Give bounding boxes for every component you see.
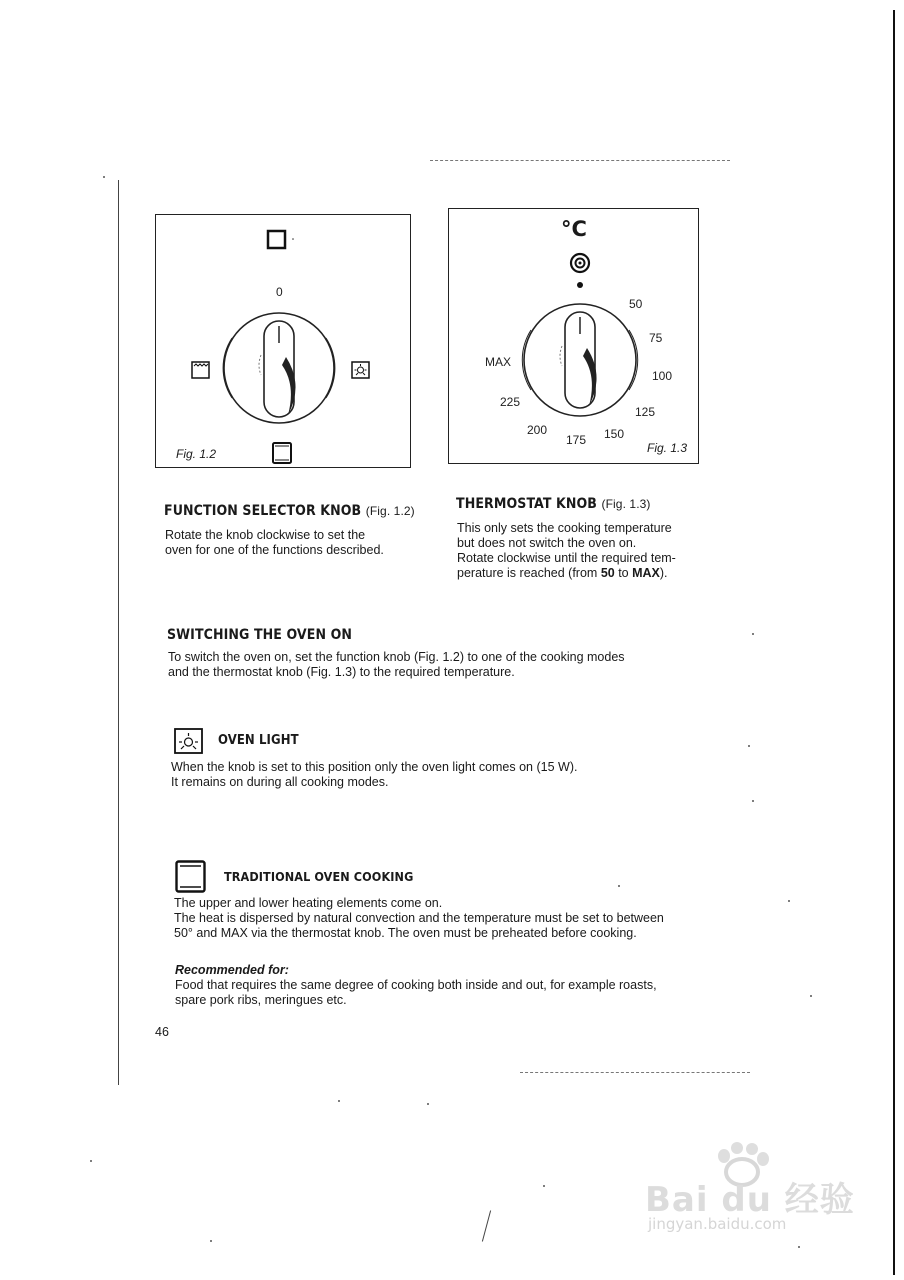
figure-thermostat-knob: [448, 208, 699, 464]
page-number: 46: [155, 1025, 169, 1039]
function-knob-drawing: [156, 215, 410, 467]
figure-caption: Fig. 1.3: [647, 441, 688, 455]
temp-75: 75: [649, 331, 663, 345]
function-selector-text: Rotate the knob clockwise to set the oven for one of the functions described.: [165, 528, 384, 557]
page-edge-line: [893, 10, 895, 1275]
temp-200: 200: [527, 423, 548, 437]
square-icon: [268, 231, 285, 248]
temp-150: 150: [604, 427, 625, 441]
temp-50: 50: [629, 297, 643, 311]
section-title-traditional: TRADITIONAL OVEN COOKING: [224, 869, 414, 884]
temp-125: 125: [635, 405, 656, 419]
bottom-dashed-rule: [520, 1072, 750, 1074]
temp-max: MAX: [485, 355, 512, 369]
temp-100: 100: [652, 369, 673, 383]
section-title-function-selector: FUNCTION SELECTOR KNOB (Fig. 1.2): [164, 503, 415, 519]
celsius-label: °C: [561, 217, 587, 241]
traditional-oven-icon: [175, 860, 207, 894]
watermark-url: jingyan.baidu.com: [648, 1215, 787, 1233]
traditional-text: The upper and lower heating elements come on. The heat is dispersed by natural convection and the temperature must be set to between 50° and MAX via the thermostat knob. The oven must be preheated before cooking.: [174, 896, 664, 940]
section-title-thermostat: THERMOSTAT KNOB (Fig. 1.3): [456, 496, 651, 512]
temp-225: 225: [500, 395, 521, 409]
top-dashed-rule: [430, 160, 730, 162]
indicator-dot: [577, 282, 583, 288]
switching-on-text: To switch the oven on, set the function knob (Fig. 1.2) to one of the cooking modes and the thermostat knob (Fig. 1.3) to the required temperature.: [168, 650, 625, 679]
zero-label: 0: [276, 285, 283, 299]
watermark-brand: Bai du 经验: [645, 1180, 855, 1220]
thermostat-text: This only sets the cooking temperature but does not switch the oven on. Rotate clockwise until the required tem- perature is reached (from 50 to MAX).: [457, 521, 676, 580]
recommended-text: Recommended for: Food that requires the same degree of cooking both inside and out, for example roasts, spare pork ribs, meringues etc.: [175, 963, 657, 1007]
section-title-switching-on: SWITCHING THE OVEN ON: [167, 627, 353, 643]
temp-175: 175: [566, 433, 587, 447]
oven-light-icon: [174, 728, 204, 755]
figure-function-knob: [155, 214, 411, 468]
left-margin-line: [118, 180, 119, 1085]
oven-light-text: When the knob is set to this position only the oven light comes on (15 W). It remains on during all cooking modes.: [171, 760, 578, 789]
figure-caption: Fig. 1.2: [176, 447, 217, 461]
scan-mark: [482, 1210, 491, 1241]
section-title-oven-light: OVEN LIGHT: [218, 733, 299, 748]
